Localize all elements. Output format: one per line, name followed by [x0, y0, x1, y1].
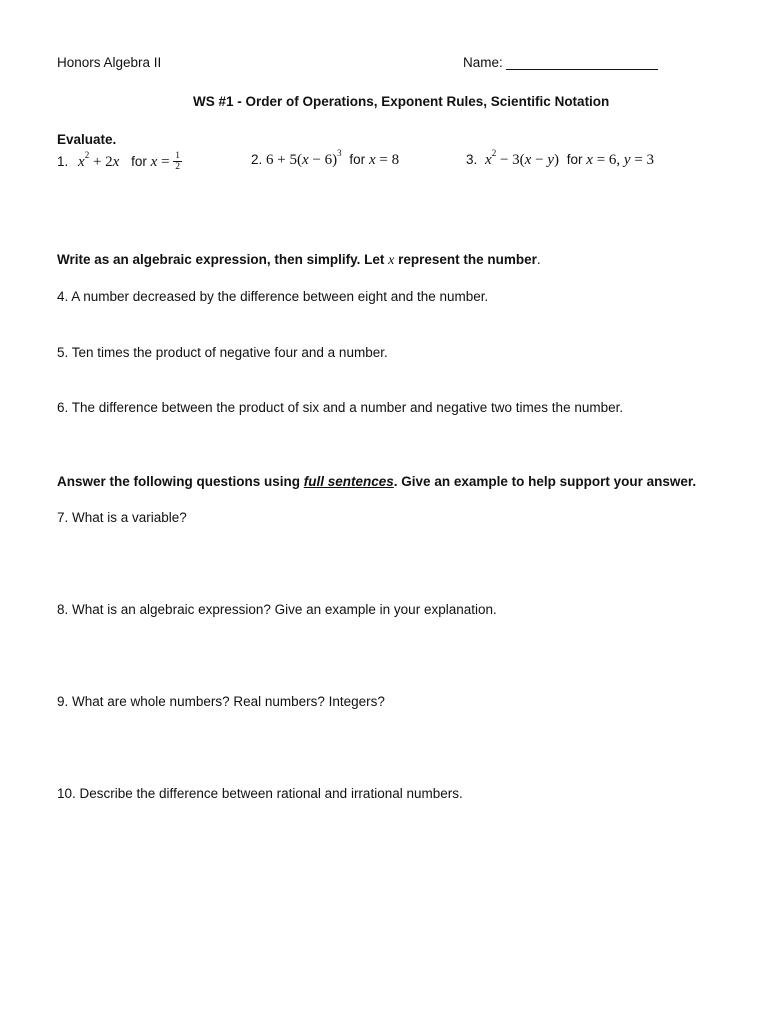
problem-4: 4. A number decreased by the difference between eight and the number.	[57, 289, 489, 304]
algebraic-heading-period: .	[536, 252, 541, 267]
problem-2-number: 2.	[251, 152, 263, 167]
sentences-heading-emphasis: full sentences	[303, 474, 394, 489]
question-9: 9. What are whole numbers? Real numbers? Integers?	[57, 694, 385, 709]
problem-3-for: for	[566, 152, 583, 167]
question-7: 7. What is a variable?	[57, 510, 187, 525]
algebraic-heading-variable: x	[388, 253, 395, 268]
problem-1-for: for	[131, 153, 147, 169]
problem-3-condition: x = 6, y = 3	[586, 152, 655, 168]
fraction-one-half: $\frac{1}{2}$	[175, 151, 181, 172]
algebraic-heading-part1: Write as an algebraic expression, then simplify. Let	[57, 252, 389, 267]
sentences-heading-part1: Answer the following questions using	[57, 474, 304, 489]
problem-3-number: 3.	[466, 152, 478, 167]
course-title	[57, 55, 161, 70]
problem-2	[251, 148, 400, 169]
sentences-heading-part2: . Give an example to help support your answer.	[393, 474, 697, 489]
course-name: Honors Algebra II	[57, 55, 162, 70]
problem-3-expression: $x^2 - 3(x - y)$	[485, 148, 559, 168]
question-10: 10. Describe the difference between rational and irrational numbers.	[57, 786, 463, 801]
problem-3	[466, 148, 655, 169]
sentences-heading	[57, 474, 696, 489]
problem-2-condition: x = 8	[368, 152, 400, 168]
problem-6: 6. The difference between the product of six and a number and negative two times the number.	[57, 400, 624, 415]
algebraic-heading	[57, 252, 541, 269]
problem-2-expression: $6 + 5(x - 6)^3$	[266, 148, 342, 168]
question-8: 8. What is an algebraic expression? Give an example in your explanation.	[57, 602, 497, 617]
problem-2-for: for	[349, 152, 366, 167]
name-label: Name:	[463, 55, 503, 70]
worksheet-title: WS #1 - Order of Operations, Exponent Rules, Scientific Notation	[193, 94, 610, 109]
problem-5: 5. Ten times the product of negative four and a number.	[57, 345, 388, 360]
name-blank-line[interactable]	[506, 56, 658, 70]
evaluate-heading: Evaluate.	[57, 132, 117, 147]
problem-1	[57, 149, 182, 173]
problem-1-number: 1.	[57, 153, 69, 169]
problem-1-condition: x = $\frac{1}{2}$	[150, 151, 181, 172]
algebraic-heading-part2: represent the number	[394, 252, 537, 267]
name-field[interactable]	[463, 55, 658, 70]
problem-1-expression: $x^2 + 2x$	[78, 149, 120, 170]
